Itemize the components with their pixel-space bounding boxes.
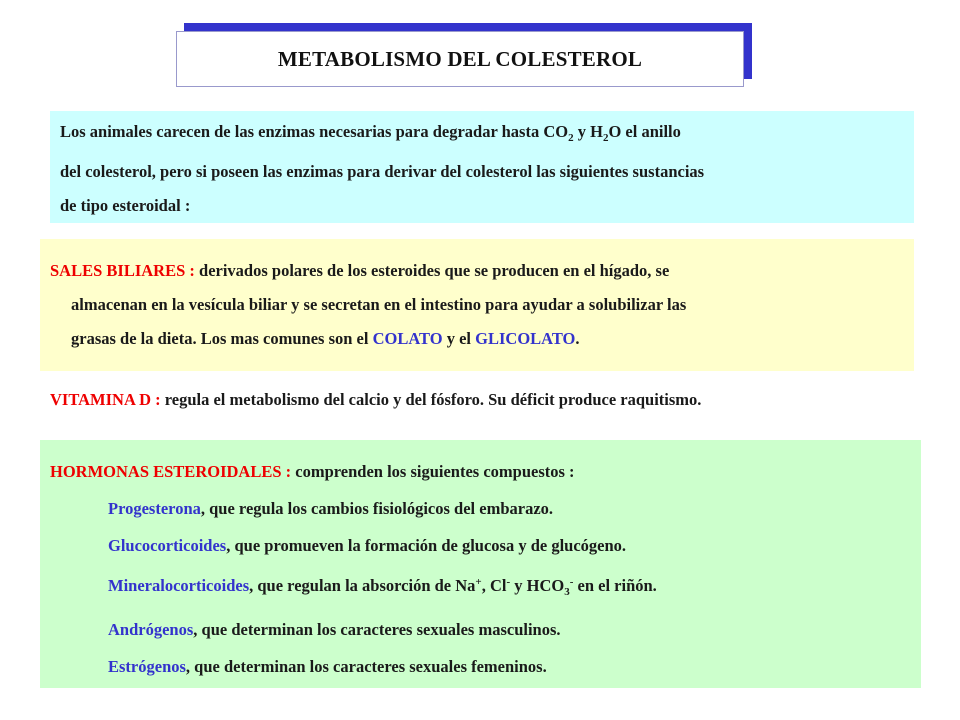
superscript: - bbox=[569, 576, 574, 588]
sales-text: grasas de la dieta. Los mas comunes son el bbox=[71, 329, 373, 348]
hormone-desc: , que regula los cambios fisiológicos del embarazo. bbox=[200, 499, 554, 518]
intro-line-2: del colesterol, pero si poseen las enzimas para derivar del colesterol las siguientes sustancias bbox=[60, 162, 705, 181]
list-item bbox=[50, 648, 911, 685]
vitamina-d-line bbox=[50, 385, 701, 415]
hormone-name: Estrógenos bbox=[108, 657, 186, 676]
sales-text: derivados polares de los esteroides que se producen en el hígado, se bbox=[194, 261, 670, 280]
list-item bbox=[50, 527, 911, 564]
hormonas-box bbox=[40, 440, 921, 688]
intro-text: y H bbox=[573, 122, 603, 141]
intro-line-3: de tipo esteroidal : bbox=[60, 196, 191, 215]
list-item bbox=[50, 611, 911, 648]
intro-text: Los animales carecen de las enzimas necesarias para degradar hasta CO bbox=[60, 122, 569, 141]
vitamina-text: regula el metabolismo del calcio y del fósforo. Su déficit produce raquitismo. bbox=[160, 390, 702, 409]
list-item bbox=[50, 490, 911, 527]
intro-line-1 bbox=[60, 115, 904, 155]
hormone-desc: en el riñón. bbox=[573, 576, 657, 595]
hormone-name: Glucocorticoides bbox=[108, 536, 227, 555]
intro-box bbox=[50, 111, 914, 223]
subscript: 2 bbox=[602, 132, 609, 144]
hormone-desc: y HCO bbox=[510, 576, 565, 595]
hormone-name: Progesterona bbox=[108, 499, 201, 518]
sales-line-3 bbox=[50, 322, 904, 356]
hormone-desc: , Cl bbox=[481, 576, 507, 595]
sales-text: y el bbox=[442, 329, 476, 348]
hormone-desc: , que regulan la absorción de Na bbox=[249, 576, 476, 595]
hormonas-label: HORMONAS ESTEROIDALES : bbox=[50, 462, 292, 481]
title-box bbox=[176, 31, 744, 87]
sales-biliares-box bbox=[40, 239, 914, 371]
colato-term: COLATO bbox=[372, 329, 443, 348]
list-item bbox=[50, 564, 911, 611]
subscript: 2 bbox=[568, 132, 574, 144]
sales-line-2: almacenan en la vesícula biliar y se secretan en el intestino para ayudar a solubilizar las bbox=[71, 295, 687, 314]
glicolato-term: GLICOLATO bbox=[475, 329, 576, 348]
superscript: + bbox=[475, 576, 482, 588]
hormone-desc: , que promueven la formación de glucosa y de glucógeno. bbox=[226, 536, 627, 555]
hormonas-intro: comprenden los siguientes compuestos : bbox=[291, 462, 575, 481]
hormonas-line bbox=[50, 453, 911, 490]
sales-line-1 bbox=[50, 254, 904, 288]
intro-text: O el anillo bbox=[608, 122, 681, 141]
hormone-desc: , que determinan los caracteres sexuales masculinos. bbox=[193, 620, 561, 639]
vitamina-d-label: VITAMINA D : bbox=[50, 390, 161, 409]
hormone-name: Andrógenos bbox=[108, 620, 194, 639]
subscript: 3 bbox=[564, 586, 570, 598]
sales-text: . bbox=[575, 329, 580, 348]
hormone-name: Mineralocorticoides bbox=[108, 576, 250, 595]
page-title: METABOLISMO DEL COLESTEROL bbox=[277, 46, 643, 71]
superscript: - bbox=[506, 576, 511, 588]
hormone-desc: , que determinan los caracteres sexuales femeninos. bbox=[185, 657, 547, 676]
sales-biliares-label: SALES BILIARES : bbox=[50, 261, 195, 280]
